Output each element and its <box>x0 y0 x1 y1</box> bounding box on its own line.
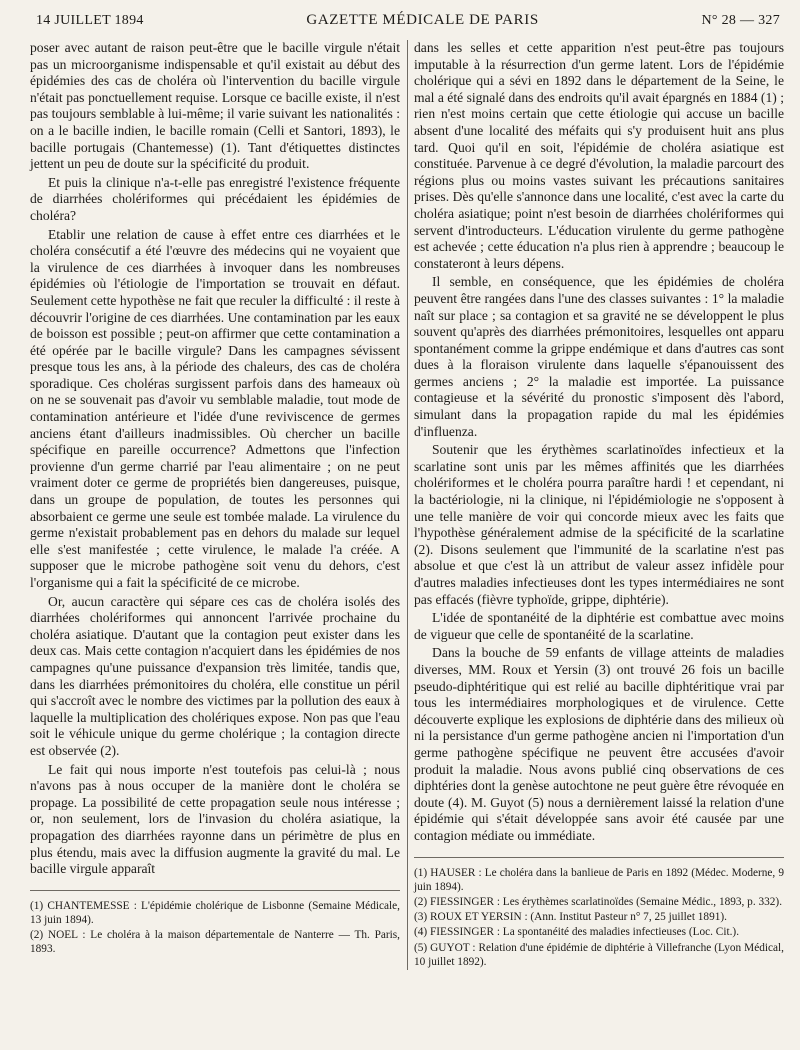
footnote: (3) ROUX ET YERSIN : (Ann. Institut Pasteur n° 7, 25 juillet 1891). <box>414 911 727 924</box>
footnote: (2) FIESSINGER : Les érythèmes scarlatinoïdes (Semaine Médic., 1893, p. 332). <box>414 895 783 908</box>
paragraph: Le fait qui nous importe n'est toutefois pas celui-là ; nous n'avons pas à nous occuper de la manière dont le choléra se propage. La possibilité de cette propagation seule nous intéresse ; or, non seulement, lors de l'invasion du choléra asiatique, la propagation des diarrhées rayonne dans un périmètre de plus en plus étendu, mais avec la diffusion augmente la gravité du mal. Le bacille virgule apparaît <box>30 761 400 877</box>
paragraph: L'idée de spontanéité de la diphtérie est combattue avec moins de vigueur que celle de spontanéité de la scarlatine. <box>414 610 784 642</box>
paragraph: Etablir une relation de cause à effet entre ces diarrhées et le choléra consécutif a été l'œuvre des médecins qui ne voyaient que la virulence de ces diarrhées à invoquer dans les nombreuses épidémies où l'étiologie de l'importation se trouvait en défaut. Seulement cette hypothèse ne fait que reculer la difficulté : il reste à découvrir l'origine de ces diarrhées. Une contamination par les eaux de boisson est possible ; peut-on affirmer que cette contamination a été opérée par le bacille virgule? Dans les campagnes sévissent presque tous les ans, à la période des chaleurs, des cas de choléra sporadique. Ces choléras surgissent parfois dans des hameaux où on ne se souvenait pas d'avoir vu semblable maladie, tout mode de contamination antérieure et l'idée d'une reviviscence de germes anciens étant d'ailleurs inadmissibles. Où chercher un bacille spécifique en pareille occurrence? Admettons que l'infection provienne d'un germe charrié par l'eau alimentaire ; on ne peut vraiment doter ce germe de propriétés bien dangereuses, puisque, dans un groupe de population, de toutes les personnes qui absorbaient ce germe une seule est tombée malade. La virulence du germe n'existait probablement pas en dehors du malade sur lequel elle s'est manifestée ; cette virulence, le malade l'a créée. A supposer que le microbe pathogène soit venu du dehors, c'est l'organisme qui a fait la spécificité de ce microbe. <box>30 226 400 590</box>
left-footnotes <box>30 890 400 957</box>
right-column <box>414 40 784 970</box>
footnote: (2) NOEL : Le choléra à la maison départementale de Nanterre — Th. Paris, 1893. <box>30 929 400 956</box>
paragraph: poser avec autant de raison peut-être que le bacille virgule n'était pas un microorganisme indispensable et qu'il existait au début des épidémies des cas de choléra où l'intervention du bacille virgule n'était pas ponctuellement requise. Lorsque ce bacille existe, il n'est pas toujours semblable à lui-même; il varie suivant les nationalités : on a le bacille indien, le bacille romain (Celli et Santori, 1893), le bacille portugais (Chantemesse) (1). Tant d'étiquettes distinctes jettent un peu de doute sur la spécificité du produit. <box>30 40 400 172</box>
paragraph: Or, aucun caractère qui sépare ces cas de choléra isolés des diarrhées cholériformes qui annoncent l'arrivée prochaine du choléra asiatique. D'autant que la contagion peut exister dans les deux cas. Mais cette contagion n'acquiert dans les épidémies de nos campagnes qu'une puissance d'expansion très limitée, tandis que, dans les diarrhées prémonitoires du choléra, elle constitue un péril qui s'accroît avec le nombre des victimes par la pollution des eaux à laquelle la multiplication des cholériques expose. Non pas que l'eau soit le véhicule unique du germe cholérique ; la contagion directe est observée (2). <box>30 593 400 758</box>
column-divider <box>407 40 408 970</box>
footnote: (4) FIESSINGER : La spontanéité des maladies infectieuses (Loc. Cit.). <box>414 926 740 939</box>
footnote: (1) CHANTEMESSE : L'épidémie cholérique de Lisbonne (Semaine Médicale, 13 juin 1894). <box>30 899 400 926</box>
header-date: 14 JUILLET 1894 <box>36 13 144 28</box>
paragraph: Et puis la clinique n'a-t-elle pas enregistré l'existence fréquente de diarrhées cholériformes qui précédaient les épidémies de choléra? <box>30 174 400 223</box>
paragraph: dans les selles et cette apparition n'est peut-être pas toujours imputable à la résurrection d'un germe latent. Lors de l'épidémie cholérique qui a sévi en 1892 dans le département de la Seine, le mal a été signalé dans des endroits qu'il avait épargnés en 1884 (1) ; rien n'est moins certain que cette étiologie qui accuse un bacille absent d'une localité des méfaits qui s'y produisent huit ans plus tard. Quoi qu'il en soit, l'épidémie de choléra asiatique est constituée. Parvenue à ce degré d'évolution, la maladie parcourt des régions plus ou moins vastes suivant les précautions sanitaires prises. Dès qu'elle s'annonce dans une localité, c'est avec la carte du choléra asiatique; point n'est besoin de diarrhées cholériformes qui servent d'introducteurs. L'éducation virulente du germe pathogène est achevée ; cette éducation n'a plus rien à apprendre ; beaucoup le constateront à leurs dépens. <box>414 40 784 271</box>
footnote: (5) GUYOT : Relation d'une épidémie de diphtérie à Villefranche (Lyon Médical, 10 juillet 1892). <box>414 941 784 968</box>
paragraph: Soutenir que les érythèmes scarlatinoïdes infectieux et la scarlatine sont unis par les mêmes affinités que les diarrhées cholériformes et le choléra pourra paraître hardi ! et cependant, ni la bactériologie, ni la clinique, ni l'épidémiologie ne s'opposent à une telle manière de voir qui concorde mieux avec les faits que l'hypothèse généralement admise de la spécificité de la scarlatine (2). Disons seulement que l'immunité de la scarlatine n'est pas absolue et que c'est là un attribut de valeur assez infidèle pour d'autres maladies infectieuses dont les types intermédiaires ne sont pas effacés (fièvre typhoïde, grippe, diphtérie). <box>414 442 784 607</box>
journal-title: GAZETTE MÉDICALE DE PARIS <box>306 12 539 28</box>
paragraph: Dans la bouche de 59 enfants de village atteints de maladies diverses, MM. Roux et Yersin (3) ont trouvé 26 fois un bacille pseudo-diphtéritique qui est relié au bacille diphtéritique vrai par tous les intermédiaires morphologiques et de virulence. Cette découverte explique les explosions de diphtérie dans des milieux où ni la persistance d'un germe pathogène ancien ni l'importation d'un germe pathogène spécifique ne peuvent être accusées d'avoir produit la maladie. Nous avons publié cinq observations de ces diphtéries dont la genèse autochtone ne peut guère être révoquée en doute (4). M. Guyot (5) nous a dernièrement laissé la relation d'une épidémie qui s'était développée sans avoir été causée par une contagion médiate ou immédiate. <box>414 645 784 843</box>
right-footnotes <box>414 857 784 969</box>
running-header <box>30 12 786 40</box>
left-column <box>30 40 400 970</box>
paragraph: Il semble, en conséquence, que les épidémies de choléra peuvent être rangées dans l'une des classes suivantes : 1° la maladie naît sur place ; sa contagion et sa gravité ne se développent le plus souvent qu'après des diarrhées prémonitoires, lesquelles ont apparu spontanément comme la grippe endémique et dans d'autres cas sont dues à la floraison virulente dans laquelle s'épanouissent des germes anciens ; 2° la maladie est importée. La puissance contagieuse et la sévérité du pronostic s'imposent dès l'abord, simulant dans la propagation rapide du mal les épidémies d'influenza. <box>414 274 784 439</box>
footnote: (1) HAUSER : Le choléra dans la banlieue de Paris en 1892 (Médec. Moderne, 9 juin 1894). <box>414 866 784 893</box>
issue-page-number: N° 28 — 327 <box>701 13 780 28</box>
two-column-body <box>30 40 786 970</box>
